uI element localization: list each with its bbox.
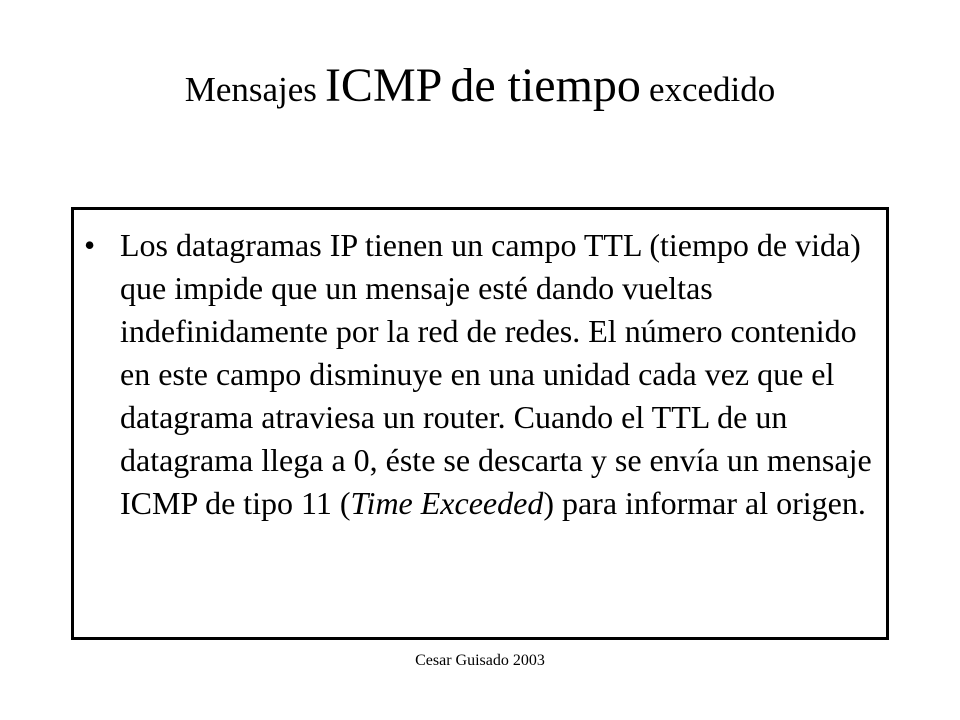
title-words-de-tiempo: de tiempo [450, 59, 641, 112]
title-word-icmp: ICMP [324, 59, 443, 112]
title-word-excedido: excedido [648, 70, 776, 109]
slide-title [0, 59, 960, 112]
footer-credit: Cesar Guisado 2003 [415, 652, 545, 669]
bullet-text-italic: Time Exceeded [350, 485, 544, 521]
bullet-dot-icon: • [84, 227, 96, 263]
bullet-text-end: ) para informar al origen. [543, 485, 866, 521]
bullet-text [120, 224, 874, 525]
title-word-mensajes: Mensajes [184, 70, 317, 109]
bullet-text-main: Los datagramas IP tienen un campo TTL (tiempo de vida) que impide que un mensaje esté dando vueltas indefinidamente por la red de redes. El número contenido en este campo disminuye en una unidad cada vez que el datagrama atraviesa un router. Cuando el TTL de un datagrama llega a 0, éste se descarta y se envía un mensaje ICMP de tipo 11 ( [120, 227, 872, 521]
bullet-item [84, 224, 874, 525]
content-box [71, 207, 889, 640]
